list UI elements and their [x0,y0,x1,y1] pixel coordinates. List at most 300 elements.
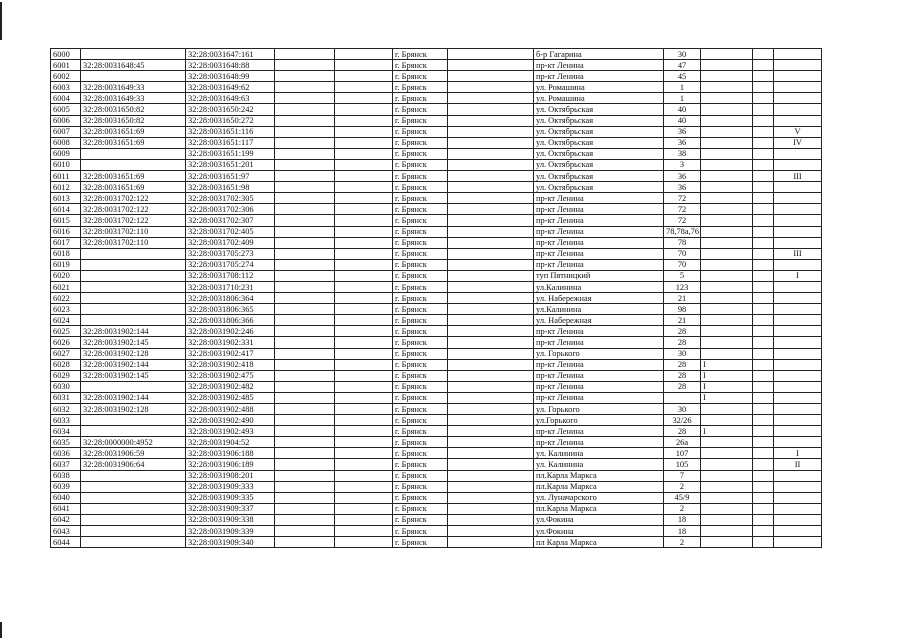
cell-city: г. Брянск [393,137,448,148]
cell-num: 40 [664,115,701,126]
cell-num: 28 [664,381,701,392]
cell-city: г. Брянск [393,503,448,514]
cell-street: ул.Фокина [534,514,664,525]
table-row [51,148,822,159]
cell-roman [774,215,822,226]
cell-empty [753,71,774,82]
cell-empty [448,270,534,281]
cell-city: г. Брянск [393,115,448,126]
cell-empty [753,148,774,159]
cell-empty [753,49,774,60]
cell-street: пр-кт Ленина [534,71,664,82]
cell-id: 6007 [51,126,81,137]
cell-roman: I [774,270,822,281]
cell-empty [448,137,534,148]
cell-city: г. Брянск [393,392,448,403]
cell-empty [335,126,393,137]
cell-city: г. Брянск [393,315,448,326]
cell-empty [275,148,335,159]
cell-empty [335,348,393,359]
cell-roman [774,370,822,381]
cell-empty [448,514,534,525]
cell-empty [448,49,534,60]
cell-mark [701,226,753,237]
cell-street: пл.Карла Маркса [534,470,664,481]
cell-cad1 [81,537,186,548]
cell-num: 1 [664,93,701,104]
cell-id: 6040 [51,492,81,503]
cell-id: 6029 [51,370,81,381]
cell-cad1: 32:28:0031648:45 [81,60,186,71]
cell-street: пр-кт Ленина [534,437,664,448]
table-row [51,503,822,514]
cell-cad2: 32:28:0031902:490 [186,415,275,426]
cell-empty [448,182,534,193]
cell-id: 6004 [51,93,81,104]
cell-cad2: 32:28:0031906:188 [186,448,275,459]
cell-empty [448,326,534,337]
cell-num: 7 [664,470,701,481]
cell-cad2: 32:28:0031902:488 [186,404,275,415]
cell-empty [753,492,774,503]
cell-empty [448,370,534,381]
cell-cad2: 32:28:0031909:338 [186,514,275,525]
cell-empty [753,514,774,525]
cell-cad2: 32:28:0031651:116 [186,126,275,137]
cell-mark [701,159,753,170]
cell-cad2: 32:28:0031650:242 [186,104,275,115]
cell-street: ул. Ромашина [534,82,664,93]
cell-cad2: 32:28:0031705:274 [186,259,275,270]
cell-empty [275,259,335,270]
cell-roman [774,503,822,514]
cell-cad2: 32:28:0031902:418 [186,359,275,370]
cell-id: 6020 [51,270,81,281]
cell-mark [701,503,753,514]
cell-empty [335,326,393,337]
cell-street: ул. Луначарского [534,492,664,503]
cell-empty [335,60,393,71]
cell-street: ул.Фокина [534,526,664,537]
cell-empty [448,171,534,182]
cell-id: 6016 [51,226,81,237]
cell-id: 6039 [51,481,81,492]
table-row [51,281,822,292]
cell-cad1: 32:28:0031702:110 [81,226,186,237]
cell-empty [335,82,393,93]
cell-street: пр-кт Ленина [534,381,664,392]
cell-empty [753,359,774,370]
cell-cad1: 32:28:0031702:110 [81,237,186,248]
cell-id: 6012 [51,182,81,193]
cell-street: ул. Октябрьская [534,182,664,193]
cell-empty [753,381,774,392]
cell-empty [275,270,335,281]
cell-cad1: 32:28:0031650:82 [81,104,186,115]
cell-cad1 [81,503,186,514]
cell-empty [335,370,393,381]
cell-num: 28 [664,359,701,370]
cell-city: г. Брянск [393,348,448,359]
cell-cad1: 32:28:0031902:145 [81,370,186,381]
cell-num: 32/26 [664,415,701,426]
cell-num: 28 [664,337,701,348]
table-row [51,381,822,392]
cell-empty [275,126,335,137]
cell-mark [701,337,753,348]
cell-city: г. Брянск [393,514,448,525]
cell-empty [335,93,393,104]
cell-mark: I [701,426,753,437]
cell-empty [335,237,393,248]
cell-street: пр-кт Ленина [534,392,664,403]
table-row [51,359,822,370]
cell-mark [701,259,753,270]
table-row [51,470,822,481]
cell-empty [753,237,774,248]
cell-city: г. Брянск [393,104,448,115]
cell-num: 47 [664,60,701,71]
cell-empty [448,470,534,481]
cell-empty [335,193,393,204]
cell-empty [753,248,774,259]
cell-empty [335,404,393,415]
cell-empty [275,60,335,71]
cell-num: 36 [664,182,701,193]
cell-empty [275,437,335,448]
cell-empty [753,426,774,437]
cell-num: 21 [664,315,701,326]
cell-id: 6036 [51,448,81,459]
cell-empty [335,537,393,548]
cell-city: г. Брянск [393,492,448,503]
cell-cad1 [81,259,186,270]
cell-street: ул. Набережная [534,293,664,304]
table-row [51,237,822,248]
cell-num: 28 [664,370,701,381]
cell-empty [448,159,534,170]
cell-empty [753,259,774,270]
cell-empty [335,381,393,392]
cell-empty [335,304,393,315]
cell-street: ул. Октябрьская [534,104,664,115]
table-row [51,126,822,137]
cell-empty [335,248,393,259]
cell-street: ул. Октябрьская [534,171,664,182]
cell-empty [335,104,393,115]
cell-cad1 [81,148,186,159]
cell-street: б-р Гагарина [534,49,664,60]
cell-mark [701,215,753,226]
cell-id: 6023 [51,304,81,315]
cell-empty [448,304,534,315]
table-row [51,270,822,281]
cell-empty [335,492,393,503]
cell-empty [275,204,335,215]
cell-mark [701,514,753,525]
cell-roman [774,404,822,415]
cell-empty [275,415,335,426]
cell-cad1 [81,514,186,525]
table-row [51,392,822,403]
cell-city: г. Брянск [393,437,448,448]
cell-mark [701,171,753,182]
cell-cad1: 32:28:0031651:69 [81,137,186,148]
cell-street: пр-кт Ленина [534,215,664,226]
cell-empty [448,148,534,159]
cell-street: ул. Октябрьская [534,126,664,137]
cell-mark [701,104,753,115]
cell-empty [335,337,393,348]
cell-empty [275,71,335,82]
cell-cad2: 32:28:0031651:199 [186,148,275,159]
cell-num: 3 [664,159,701,170]
cell-cad2: 32:28:0031909:335 [186,492,275,503]
cell-city: г. Брянск [393,426,448,437]
cell-cad1 [81,315,186,326]
cell-empty [753,93,774,104]
cell-num: 2 [664,503,701,514]
cell-cad1: 32:28:0031702:122 [81,204,186,215]
cell-mark [701,304,753,315]
cell-mark [701,115,753,126]
scan-edge-bottom [0,622,2,638]
cell-num: 1 [664,82,701,93]
cell-empty [753,115,774,126]
cell-mark [701,537,753,548]
cell-empty [335,270,393,281]
cell-street: пл.Карла Маркса [534,481,664,492]
cell-empty [275,304,335,315]
cell-street: пр-кт Ленина [534,226,664,237]
cell-empty [275,537,335,548]
cell-id: 6000 [51,49,81,60]
cell-street: пр-кт Ленина [534,426,664,437]
cell-mark [701,281,753,292]
cell-num: 70 [664,248,701,259]
cell-street: пл.Карла Маркса [534,503,664,514]
table-row [51,49,822,60]
table-row [51,326,822,337]
cell-num [664,392,701,403]
cell-id: 6027 [51,348,81,359]
cell-cad2: 32:28:0031702:305 [186,193,275,204]
cell-street: ул.Горького [534,415,664,426]
cell-empty [335,470,393,481]
cell-num: 21 [664,293,701,304]
cell-street: пр-кт Ленина [534,204,664,215]
cell-empty [275,503,335,514]
cell-cad1 [81,381,186,392]
cell-roman [774,492,822,503]
cell-empty [275,392,335,403]
cell-num: 30 [664,348,701,359]
cell-id: 6014 [51,204,81,215]
cell-roman [774,359,822,370]
cell-cad2: 32:28:0031806:365 [186,304,275,315]
cell-empty [448,337,534,348]
cell-num: 70 [664,259,701,270]
cell-roman [774,281,822,292]
cell-empty [448,93,534,104]
cell-id: 6010 [51,159,81,170]
cell-empty [753,159,774,170]
cell-empty [448,448,534,459]
cell-street: ул. Калинина [534,448,664,459]
cell-roman: V [774,126,822,137]
cell-empty [753,193,774,204]
cell-roman [774,481,822,492]
cell-city: г. Брянск [393,448,448,459]
cell-city: г. Брянск [393,293,448,304]
cell-city: г. Брянск [393,60,448,71]
cell-empty [448,392,534,403]
cell-cad2: 32:28:0031902:485 [186,392,275,403]
cell-mark [701,481,753,492]
cell-empty [448,526,534,537]
cell-roman [774,115,822,126]
cell-cad2: 32:28:0031702:409 [186,237,275,248]
cell-roman [774,148,822,159]
cell-cad2: 32:28:0031806:366 [186,315,275,326]
cell-roman [774,315,822,326]
cell-roman [774,159,822,170]
cell-cad2: 32:28:0031902:493 [186,426,275,437]
table-row [51,93,822,104]
cell-empty [275,470,335,481]
cell-cad1: 32:28:0031651:69 [81,182,186,193]
cell-street: пр-кт Ленина [534,60,664,71]
cell-num: 18 [664,514,701,525]
cell-cad1 [81,281,186,292]
cell-empty [448,248,534,259]
cell-empty [753,82,774,93]
cell-empty [335,259,393,270]
table-row [51,182,822,193]
cell-roman [774,226,822,237]
cell-mark: I [701,359,753,370]
cell-empty [448,71,534,82]
cell-empty [275,93,335,104]
cell-num: 36 [664,171,701,182]
cell-street: пр-кт Ленина [534,370,664,381]
cell-num: 36 [664,137,701,148]
cell-empty [448,126,534,137]
cell-cad1: 32:28:0031902:145 [81,337,186,348]
cell-empty [448,437,534,448]
cell-empty [335,115,393,126]
cell-mark [701,204,753,215]
cell-mark [701,248,753,259]
cell-empty [753,481,774,492]
cell-empty [335,315,393,326]
cell-city: г. Брянск [393,193,448,204]
cell-cad1: 32:28:0031702:122 [81,215,186,226]
cell-roman [774,49,822,60]
cell-empty [275,215,335,226]
table-row [51,404,822,415]
cell-street: туп Пятницкий [534,270,664,281]
cell-num: 2 [664,481,701,492]
cell-empty [448,60,534,71]
cell-city: г. Брянск [393,171,448,182]
cell-empty [753,537,774,548]
cell-mark [701,348,753,359]
cell-id: 6034 [51,426,81,437]
cell-empty [753,415,774,426]
cell-cad2: 32:28:0031909:337 [186,503,275,514]
cell-city: г. Брянск [393,215,448,226]
cell-roman [774,415,822,426]
cell-mark [701,82,753,93]
cell-mark [701,437,753,448]
cell-mark [701,60,753,71]
cell-id: 6008 [51,137,81,148]
cell-empty [448,293,534,304]
cell-roman [774,259,822,270]
registry-table [50,48,822,548]
cell-empty [335,49,393,60]
cell-roman: I [774,448,822,459]
cell-roman [774,293,822,304]
cell-cad1: 32:28:0031902:128 [81,404,186,415]
cell-city: г. Брянск [393,71,448,82]
table-row [51,137,822,148]
cell-cad2: 32:28:0031708:112 [186,270,275,281]
cell-empty [275,182,335,193]
cell-num: 28 [664,426,701,437]
cell-cad1 [81,248,186,259]
cell-num: 45 [664,71,701,82]
cell-cad1 [81,49,186,60]
cell-id: 6035 [51,437,81,448]
cell-id: 6044 [51,537,81,548]
cell-mark [701,526,753,537]
table-row [51,293,822,304]
cell-empty [335,481,393,492]
table-row [51,60,822,71]
table-row [51,171,822,182]
cell-cad2: 32:28:0031902:475 [186,370,275,381]
cell-id: 6013 [51,193,81,204]
cell-id: 6043 [51,526,81,537]
cell-empty [275,526,335,537]
cell-empty [448,259,534,270]
cell-cad2: 32:28:0031902:417 [186,348,275,359]
cell-empty [275,404,335,415]
table-row [51,226,822,237]
cell-empty [753,281,774,292]
cell-id: 6031 [51,392,81,403]
cell-empty [335,503,393,514]
cell-empty [753,392,774,403]
cell-roman: IV [774,137,822,148]
cell-city: г. Брянск [393,526,448,537]
cell-mark [701,492,753,503]
cell-id: 6041 [51,503,81,514]
cell-empty [448,426,534,437]
cell-empty [275,171,335,182]
cell-cad2: 32:28:0031904:52 [186,437,275,448]
cell-cad2: 32:28:0031702:306 [186,204,275,215]
cell-roman: III [774,248,822,259]
cell-mark [701,448,753,459]
cell-id: 6018 [51,248,81,259]
cell-mark [701,93,753,104]
cell-mark [701,459,753,470]
cell-mark: I [701,392,753,403]
cell-empty [753,470,774,481]
